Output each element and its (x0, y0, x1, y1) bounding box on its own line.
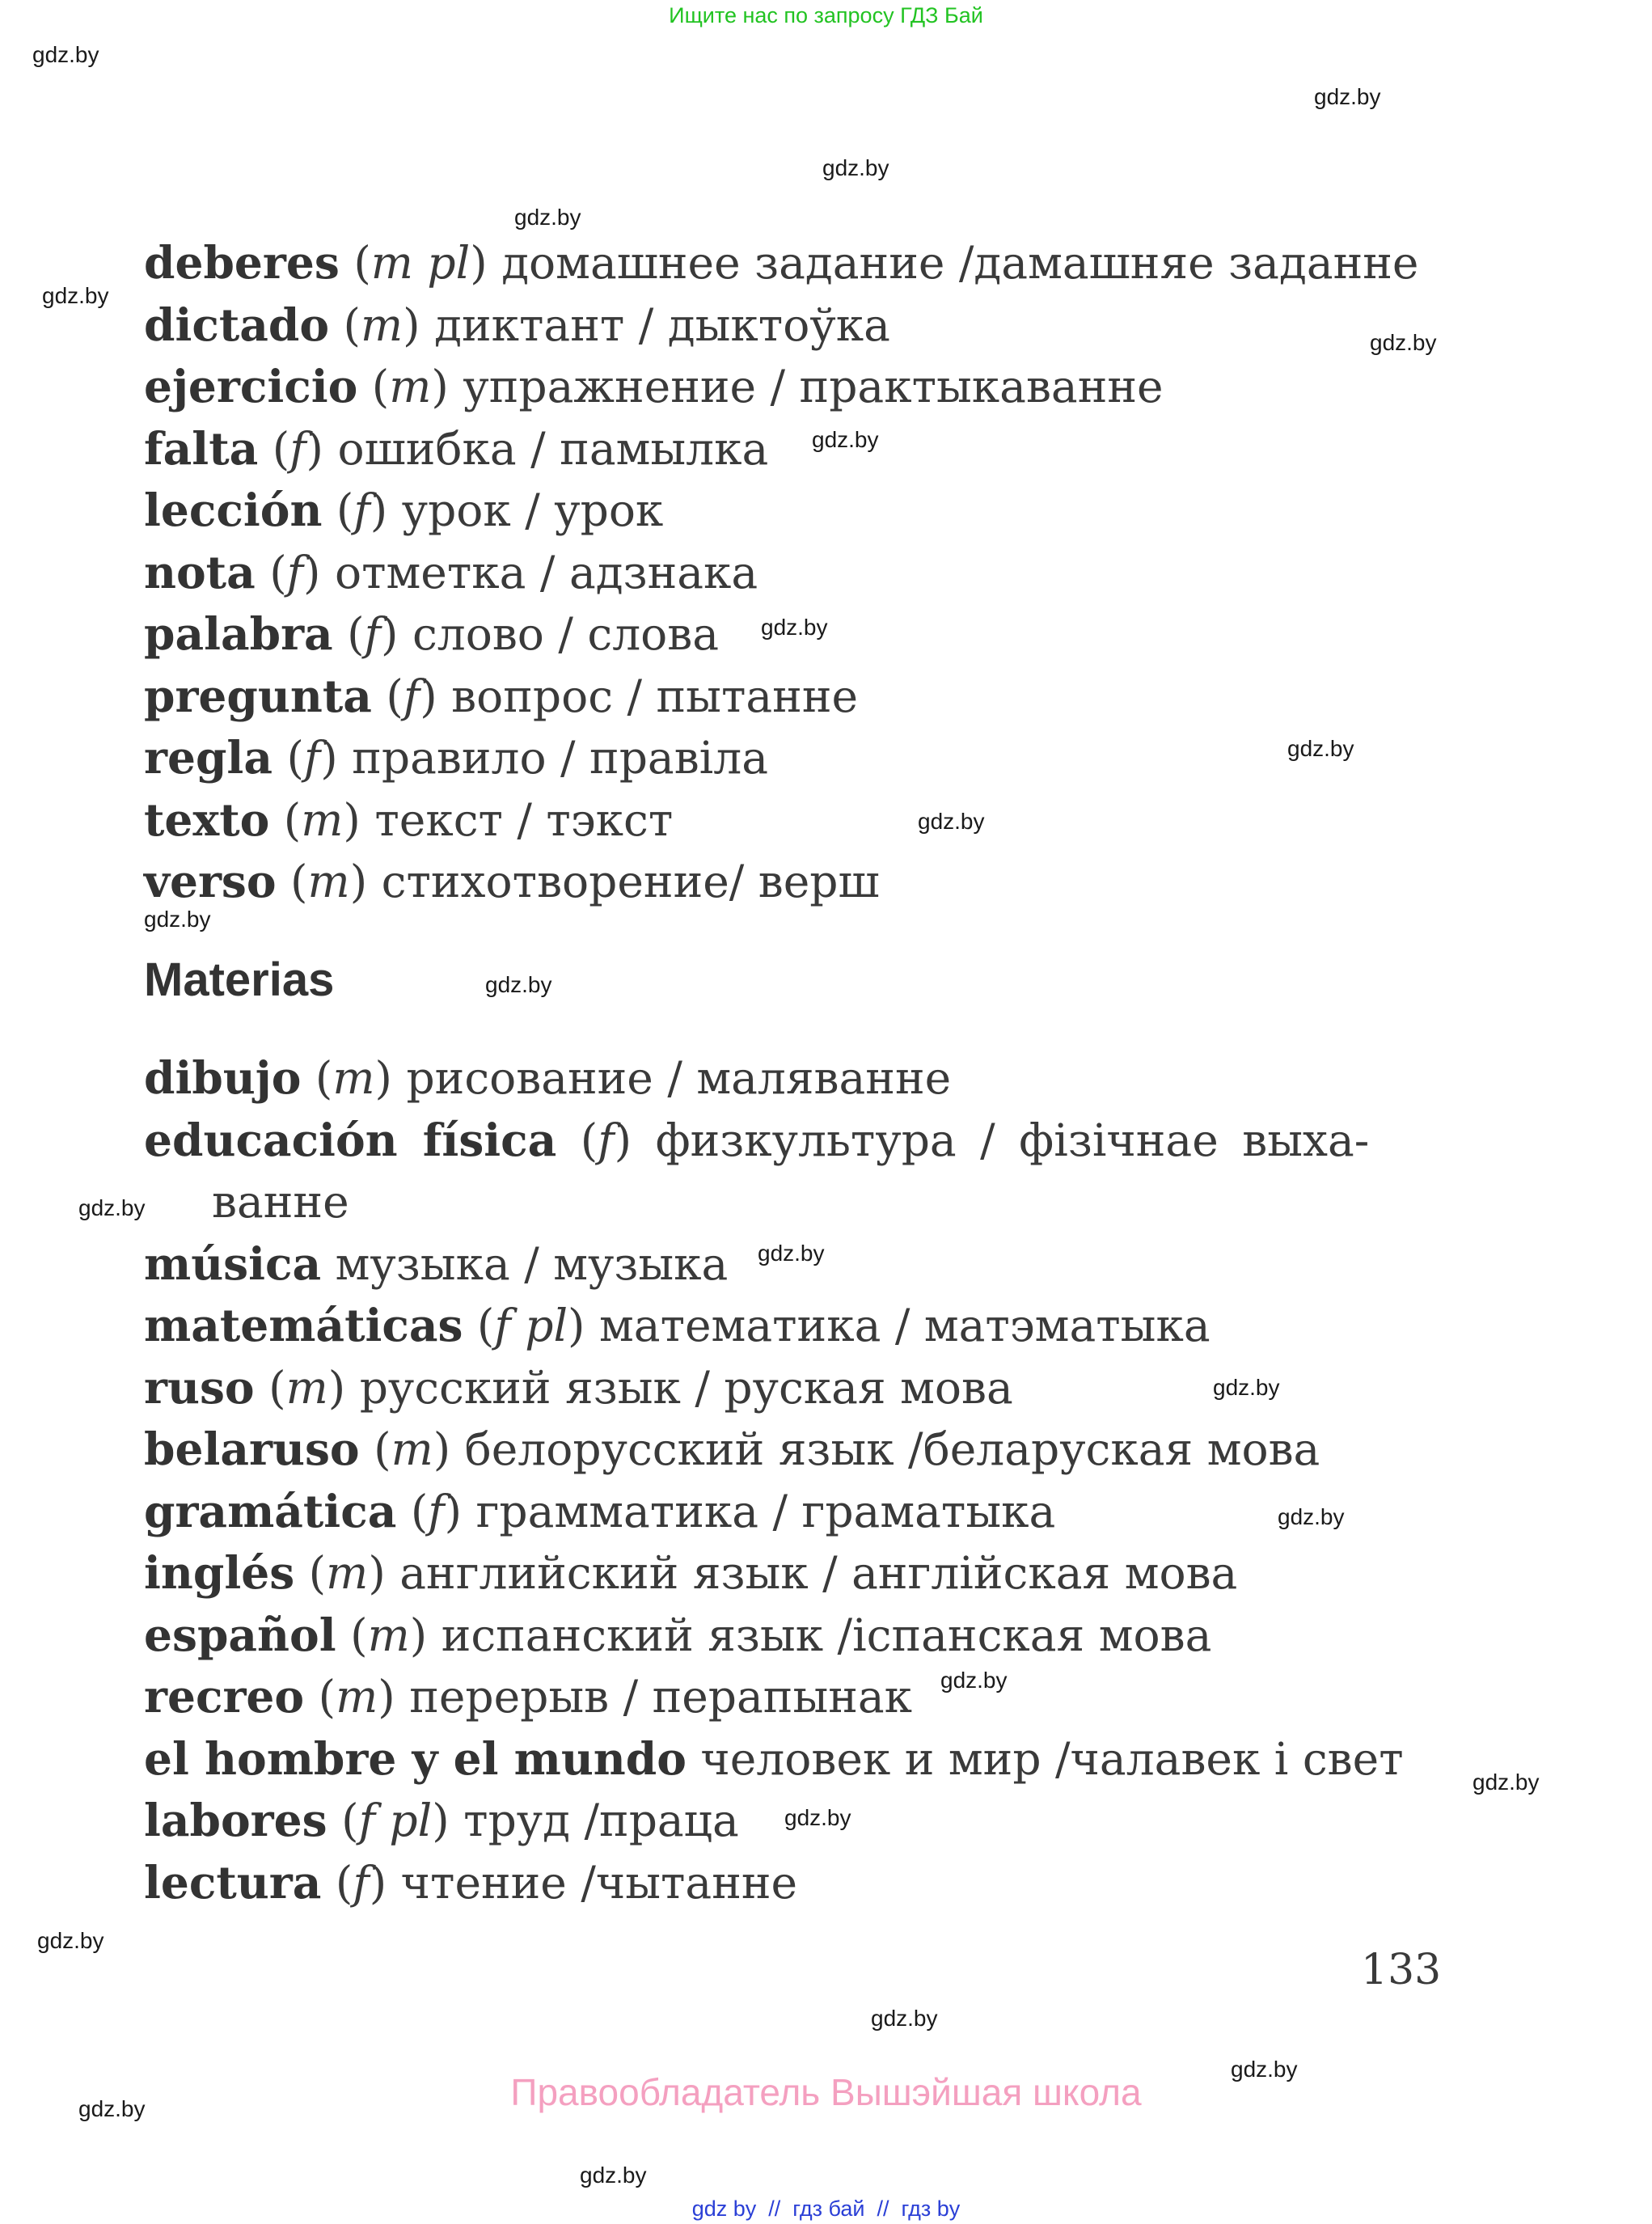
watermark: gdz.by (485, 972, 552, 997)
watermark: gdz.by (918, 809, 985, 834)
watermark: gdz.by (78, 1195, 146, 1220)
vocab-entry: lectura (f) чтение /чытанне (144, 1855, 798, 1909)
vocab-entry: recreo (m) перерыв / перапынак (144, 1670, 913, 1723)
page-number: 133 (1361, 1946, 1442, 1994)
vocab-entry: gramática (f) грамматика / граматыка (144, 1484, 1056, 1537)
watermark: gdz.by (1472, 1769, 1540, 1795)
vocab-entry-continuation: ванне (212, 1176, 349, 1228)
vocab-entry: falta (f) ошибка / памылка (144, 421, 769, 475)
vocab-entry: palabra (f) слово / слова (144, 607, 720, 660)
vocab-entry: matemáticas (f pl) математика / матэматыка (144, 1299, 1210, 1351)
watermark: gdz.by (1370, 330, 1437, 355)
vocabulary-list-subjects (144, 1047, 1438, 1913)
watermark: gdz.by (758, 1241, 825, 1266)
vocab-entry: dictado (m) диктант / дыктоўка (144, 298, 890, 351)
top-banner-link[interactable]: Ищите нас по запросу ГДЗ Бай (669, 3, 983, 27)
watermark: gdz.by (1213, 1375, 1280, 1400)
vocab-entry: español (m) испанский язык /іспанская мова (144, 1608, 1212, 1661)
vocab-entry: labores (f pl) труд /праца (144, 1794, 739, 1846)
watermark: gdz.by (812, 427, 879, 452)
vocab-entry: texto (m) текст / тэкст (144, 793, 674, 846)
vocab-entry: lección (f) урок / урок (144, 484, 664, 536)
bottom-links[interactable]: gdz by // гдз бай // гдз by (691, 2197, 961, 2221)
watermark: gdz.by (784, 1805, 851, 1830)
watermark: gdz.by (37, 1928, 104, 1953)
watermark: gdz.by (42, 283, 109, 308)
watermark: gdz.by (1314, 84, 1381, 109)
section-title: Materias (144, 953, 335, 1006)
vocab-entry: belaruso (m) белорусский язык /беларуская мова (144, 1423, 1320, 1475)
watermark: gdz.by (940, 1668, 1008, 1693)
vocab-entry: dibujo (m) рисование / маляванне (144, 1051, 952, 1104)
watermark: gdz.by (1231, 2057, 1298, 2082)
watermark: gdz.by (32, 42, 99, 67)
watermark: gdz.by (761, 615, 828, 640)
vocab-entry: deberes (m pl) домашнее задание /дамашняе заданне (144, 236, 1419, 289)
watermark: gdz.by (1278, 1504, 1345, 1529)
watermark: gdz.by (144, 907, 211, 932)
vocab-entry: ruso (m) русский язык / руская мова (144, 1360, 1013, 1414)
watermark: gdz.by (514, 205, 581, 230)
watermark: gdz.by (580, 2163, 647, 2188)
vocab-entry: regla (f) правило / правіла (144, 731, 768, 784)
vocab-entry: ejercicio (m) упражнение / практыкаванне (144, 360, 1164, 412)
watermark: gdz.by (1287, 736, 1354, 761)
vocab-entry: verso (m) стихотворение/ верш (144, 855, 880, 907)
vocab-entry: música музыка / музыка (144, 1237, 729, 1290)
vocabulary-list-school (144, 232, 1438, 913)
vocab-entry: educación física (f) физкультура / фізічнае выха- (144, 1113, 1370, 1166)
vocab-entry: nota (f) отметка / адзнака (144, 545, 758, 598)
watermark: gdz.by (78, 2096, 146, 2121)
rights-holder-notice: Правообладатель Вышэйшая школа (510, 2071, 1142, 2113)
watermark: gdz.by (822, 155, 889, 180)
vocab-entry: el hombre y el mundo человек и мир /чалавек і свет (144, 1731, 1404, 1785)
vocab-entry: inglés (m) английский язык / англійская мова (144, 1546, 1238, 1599)
watermark: gdz.by (871, 2006, 938, 2031)
vocab-entry: pregunta (f) вопрос / пытанне (144, 669, 859, 722)
